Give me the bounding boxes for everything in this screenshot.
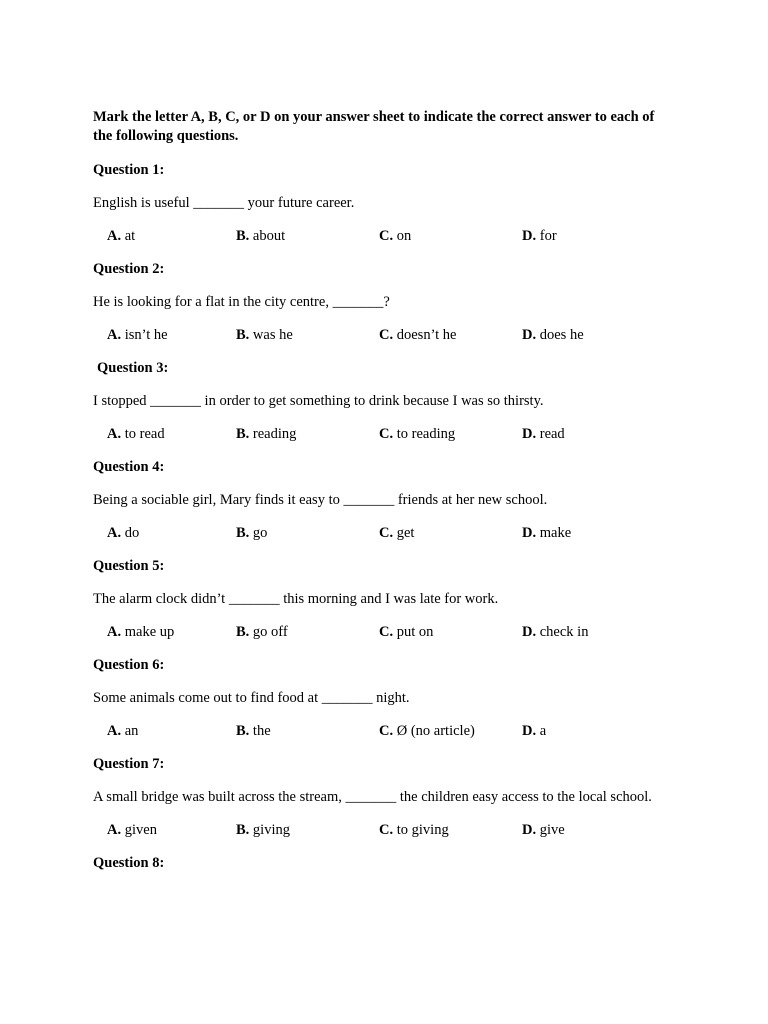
answer-options [93, 722, 668, 741]
answer-option-c [379, 623, 522, 642]
question-2 [93, 260, 668, 345]
answer-option-a [93, 623, 236, 642]
option-letter: C. [379, 624, 394, 640]
option-letter: C. [379, 723, 394, 739]
answer-option-b [236, 623, 379, 642]
option-letter: B. [236, 624, 250, 640]
question-5 [93, 557, 668, 642]
instruction-text: Mark the letter A, B, C, or D on your answer sheet to indicate the correct answer to each of the following questions. [93, 109, 655, 144]
answer-option-c [379, 425, 522, 444]
option-text: given [124, 822, 157, 838]
question-6 [93, 656, 668, 741]
answer-option-b [236, 227, 379, 246]
answer-option-a [93, 227, 236, 246]
option-text: giving [252, 822, 290, 838]
option-text: read [539, 426, 565, 442]
answer-option-d [522, 623, 665, 642]
answer-option-c [379, 326, 522, 345]
option-letter: D. [522, 822, 537, 838]
answer-option-a [93, 326, 236, 345]
answer-option-b [236, 821, 379, 840]
question-stem: He is looking for a flat in the city centre, _______? [93, 294, 390, 310]
answer-option-b [236, 326, 379, 345]
answer-options [93, 425, 668, 444]
question-label: Question 2: [93, 261, 165, 277]
option-text: do [124, 525, 140, 541]
option-text: check in [539, 624, 589, 640]
option-letter: D. [522, 525, 537, 541]
answer-option-d [522, 425, 665, 444]
option-letter: A. [107, 723, 122, 739]
option-letter: A. [107, 327, 122, 343]
question-3 [93, 359, 668, 444]
option-letter: A. [107, 228, 122, 244]
option-letter: B. [236, 525, 250, 541]
question-stem: I stopped _______ in order to get something to drink because I was so thirsty. [93, 393, 544, 409]
option-text: about [252, 228, 286, 244]
question-label: Question 1: [93, 162, 165, 178]
question-label: Question 7: [93, 756, 165, 772]
option-text: doesn’t he [396, 327, 457, 343]
answer-option-b [236, 722, 379, 741]
question-list [93, 161, 668, 840]
option-letter: A. [107, 624, 122, 640]
answer-option-d [522, 821, 665, 840]
option-letter: C. [379, 228, 394, 244]
question-stem: A small bridge was built across the stream, _______ the children easy access to the local school. [93, 789, 652, 805]
option-text: reading [252, 426, 297, 442]
option-letter: D. [522, 723, 537, 739]
option-text: a [539, 723, 547, 739]
option-text: get [396, 525, 415, 541]
question-stem: English is useful _______ your future career. [93, 195, 355, 211]
answer-option-d [522, 326, 665, 345]
question-1 [93, 161, 668, 246]
option-text: Ø (no article) [396, 723, 475, 739]
answer-option-d [522, 524, 665, 543]
option-letter: B. [236, 723, 250, 739]
option-letter: C. [379, 426, 394, 442]
option-text: on [396, 228, 412, 244]
option-text: make [539, 525, 572, 541]
answer-options [93, 524, 668, 543]
question-stem: The alarm clock didn’t _______ this morning and I was late for work. [93, 591, 499, 607]
answer-option-c [379, 722, 522, 741]
question-stem: Some animals come out to find food at _______ night. [93, 690, 410, 706]
answer-option-c [379, 524, 522, 543]
question-label: Question 4: [93, 459, 165, 475]
answer-options [93, 227, 668, 246]
question-stem: Being a sociable girl, Mary finds it easy to _______ friends at her new school. [93, 492, 548, 508]
answer-option-b [236, 425, 379, 444]
option-letter: A. [107, 426, 122, 442]
answer-option-b [236, 524, 379, 543]
option-letter: C. [379, 525, 394, 541]
option-letter: B. [236, 228, 250, 244]
question-label: Question 5: [93, 558, 165, 574]
option-text: make up [124, 624, 175, 640]
option-letter: C. [379, 822, 394, 838]
option-letter: B. [236, 822, 250, 838]
option-text: the [252, 723, 271, 739]
answer-option-a [93, 425, 236, 444]
option-text: was he [252, 327, 293, 343]
answer-options [93, 326, 668, 345]
option-letter: A. [107, 525, 122, 541]
answer-option-d [522, 227, 665, 246]
option-letter: B. [236, 327, 250, 343]
option-text: to reading [396, 426, 456, 442]
option-letter: D. [522, 327, 537, 343]
option-text: give [539, 822, 565, 838]
option-text: for [539, 228, 557, 244]
option-text: go [252, 525, 268, 541]
answer-options [93, 623, 668, 642]
option-letter: D. [522, 228, 537, 244]
option-letter: D. [522, 624, 537, 640]
question-label: Question 3: [97, 360, 169, 376]
answer-option-a [93, 524, 236, 543]
option-letter: C. [379, 327, 394, 343]
answer-option-d [522, 722, 665, 741]
option-text: go off [252, 624, 288, 640]
option-text: an [124, 723, 139, 739]
option-letter: D. [522, 426, 537, 442]
answer-option-c [379, 227, 522, 246]
option-text: at [124, 228, 136, 244]
worksheet-page [93, 108, 668, 887]
option-letter: B. [236, 426, 250, 442]
answer-options [93, 821, 668, 840]
question-label: Question 6: [93, 657, 165, 673]
question-8-label: Question 8: [93, 855, 165, 871]
answer-option-a [93, 821, 236, 840]
question-7 [93, 755, 668, 840]
option-text: to read [124, 426, 165, 442]
option-text: to giving [396, 822, 449, 838]
option-text: put on [396, 624, 434, 640]
question-4 [93, 458, 668, 543]
answer-option-a [93, 722, 236, 741]
answer-option-c [379, 821, 522, 840]
option-letter: A. [107, 822, 122, 838]
option-text: isn’t he [124, 327, 168, 343]
option-text: does he [539, 327, 584, 343]
